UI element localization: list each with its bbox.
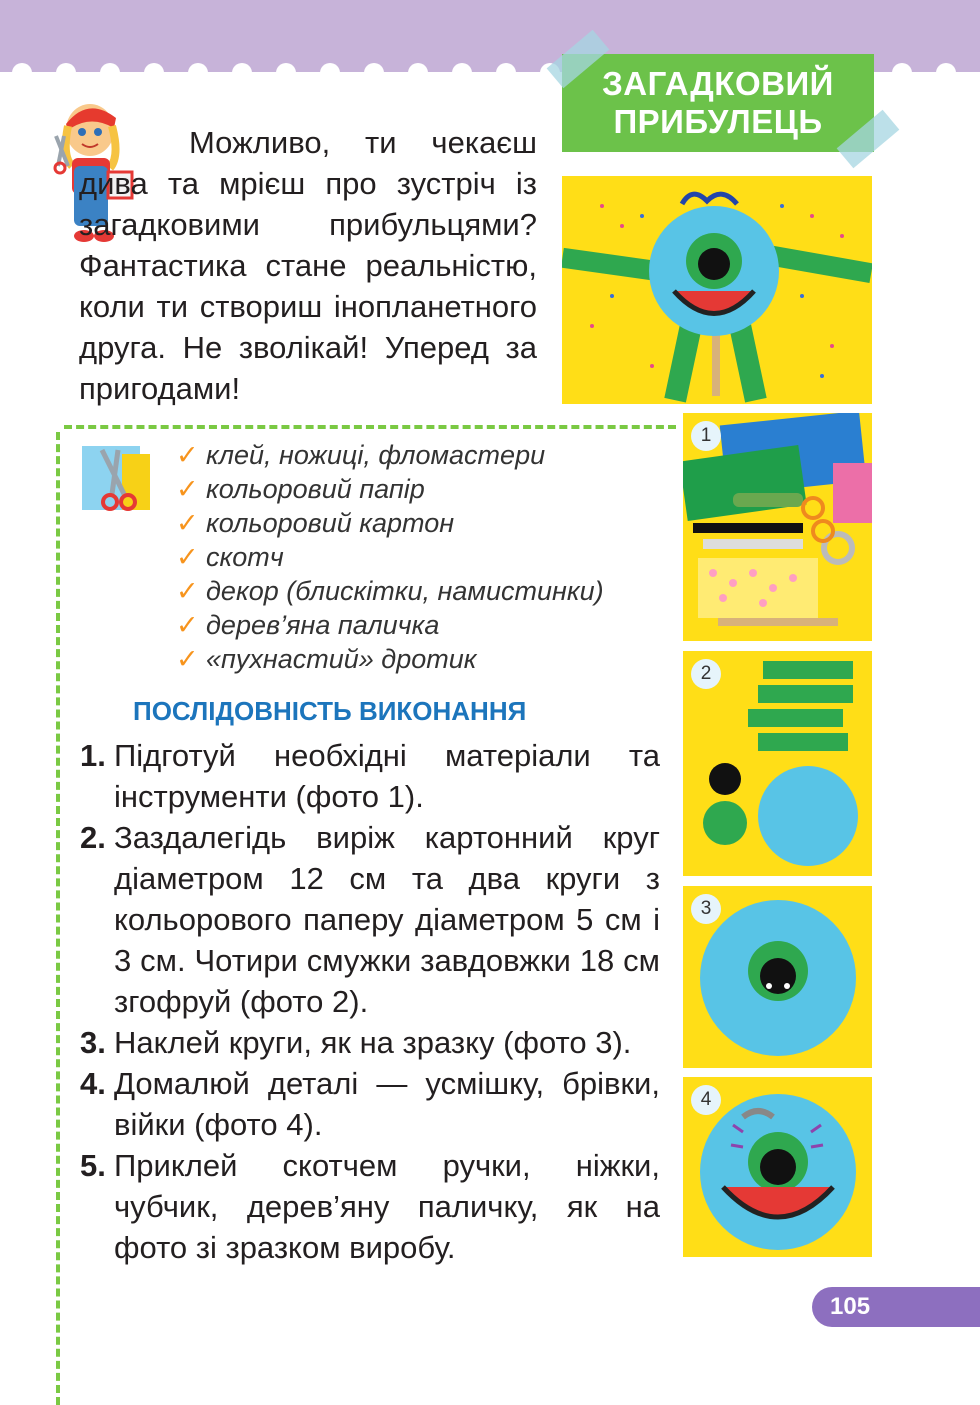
finished-craft-photo [562,176,872,404]
check-icon: ✓ [176,440,199,470]
step-photo-2 [683,651,872,876]
sequence-heading: ПОСЛІДОВНІСТЬ ВИКОНАННЯ [133,696,527,726]
step-photo-4 [683,1077,872,1257]
step-item: 5. Приклей скотчем ручки, ніжки, чубчик, дерев’яну паличку, як на фото зі зразком виробу. [80,1148,660,1265]
step-photo-1 [683,413,872,641]
steps-list [80,735,660,1268]
photo-2-badge: 2 [691,659,721,689]
dashed-border-top [64,425,676,429]
materials-list [176,438,604,676]
intro-paragraph: Можливо, ти чекаєш дива та мрієш про зустріч із загадковими прибульцями? Фантастика стане реальністю, коли ти створиш інопланетного друга. Не зволікай! Уперед за пригодами! [79,125,537,406]
page-number: 105 [830,1293,871,1320]
page-number-tab [812,1287,980,1327]
photo-4-badge: 4 [691,1085,721,1115]
list-item: ✓ дерев’яна паличка [176,610,440,640]
list-item: ✓ кольоровий картон [176,508,455,538]
step-item: 2. Заздалегідь виріж картонний круг діаметром 12 см та два круги з кольорового паперу діаметром 5 см і 3 см. Чотири смужки завдовжки 18 см згофруй (фото 2). [80,820,660,1019]
check-icon: ✓ [176,610,199,640]
check-icon: ✓ [176,508,199,538]
photo-3-badge: 3 [691,894,721,924]
list-item: ✓ скотч [176,542,284,572]
step-item: 3. Наклей круги, як на зразку (фото 3). [80,1025,632,1060]
list-item: ✓ «пухнастий» дротик [176,644,477,674]
list-item: ✓ декор (блискітки, намистинки) [176,576,604,606]
check-icon: ✓ [176,542,199,572]
list-item: ✓ кольоровий папір [176,474,425,504]
check-icon: ✓ [176,644,199,674]
tools-icon [82,446,152,514]
check-icon: ✓ [176,474,199,504]
check-icon: ✓ [176,576,199,606]
step-photo-3 [683,886,872,1068]
step-item: 1. Підготуй необхідні матеріали та інструменти (фото 1). [80,738,660,814]
lesson-title: ЗАГАДКОВИЙ ПРИБУЛЕЦЬ [602,65,834,140]
step-item: 4. Домалюй деталі — усмішку, брівки, війки (фото 4). [80,1066,660,1142]
dashed-border-left [56,432,60,1405]
lesson-title-tag [562,54,874,152]
photo-1-badge: 1 [691,421,721,451]
list-item: ✓ клей, ножиці, фломастери [176,440,546,470]
